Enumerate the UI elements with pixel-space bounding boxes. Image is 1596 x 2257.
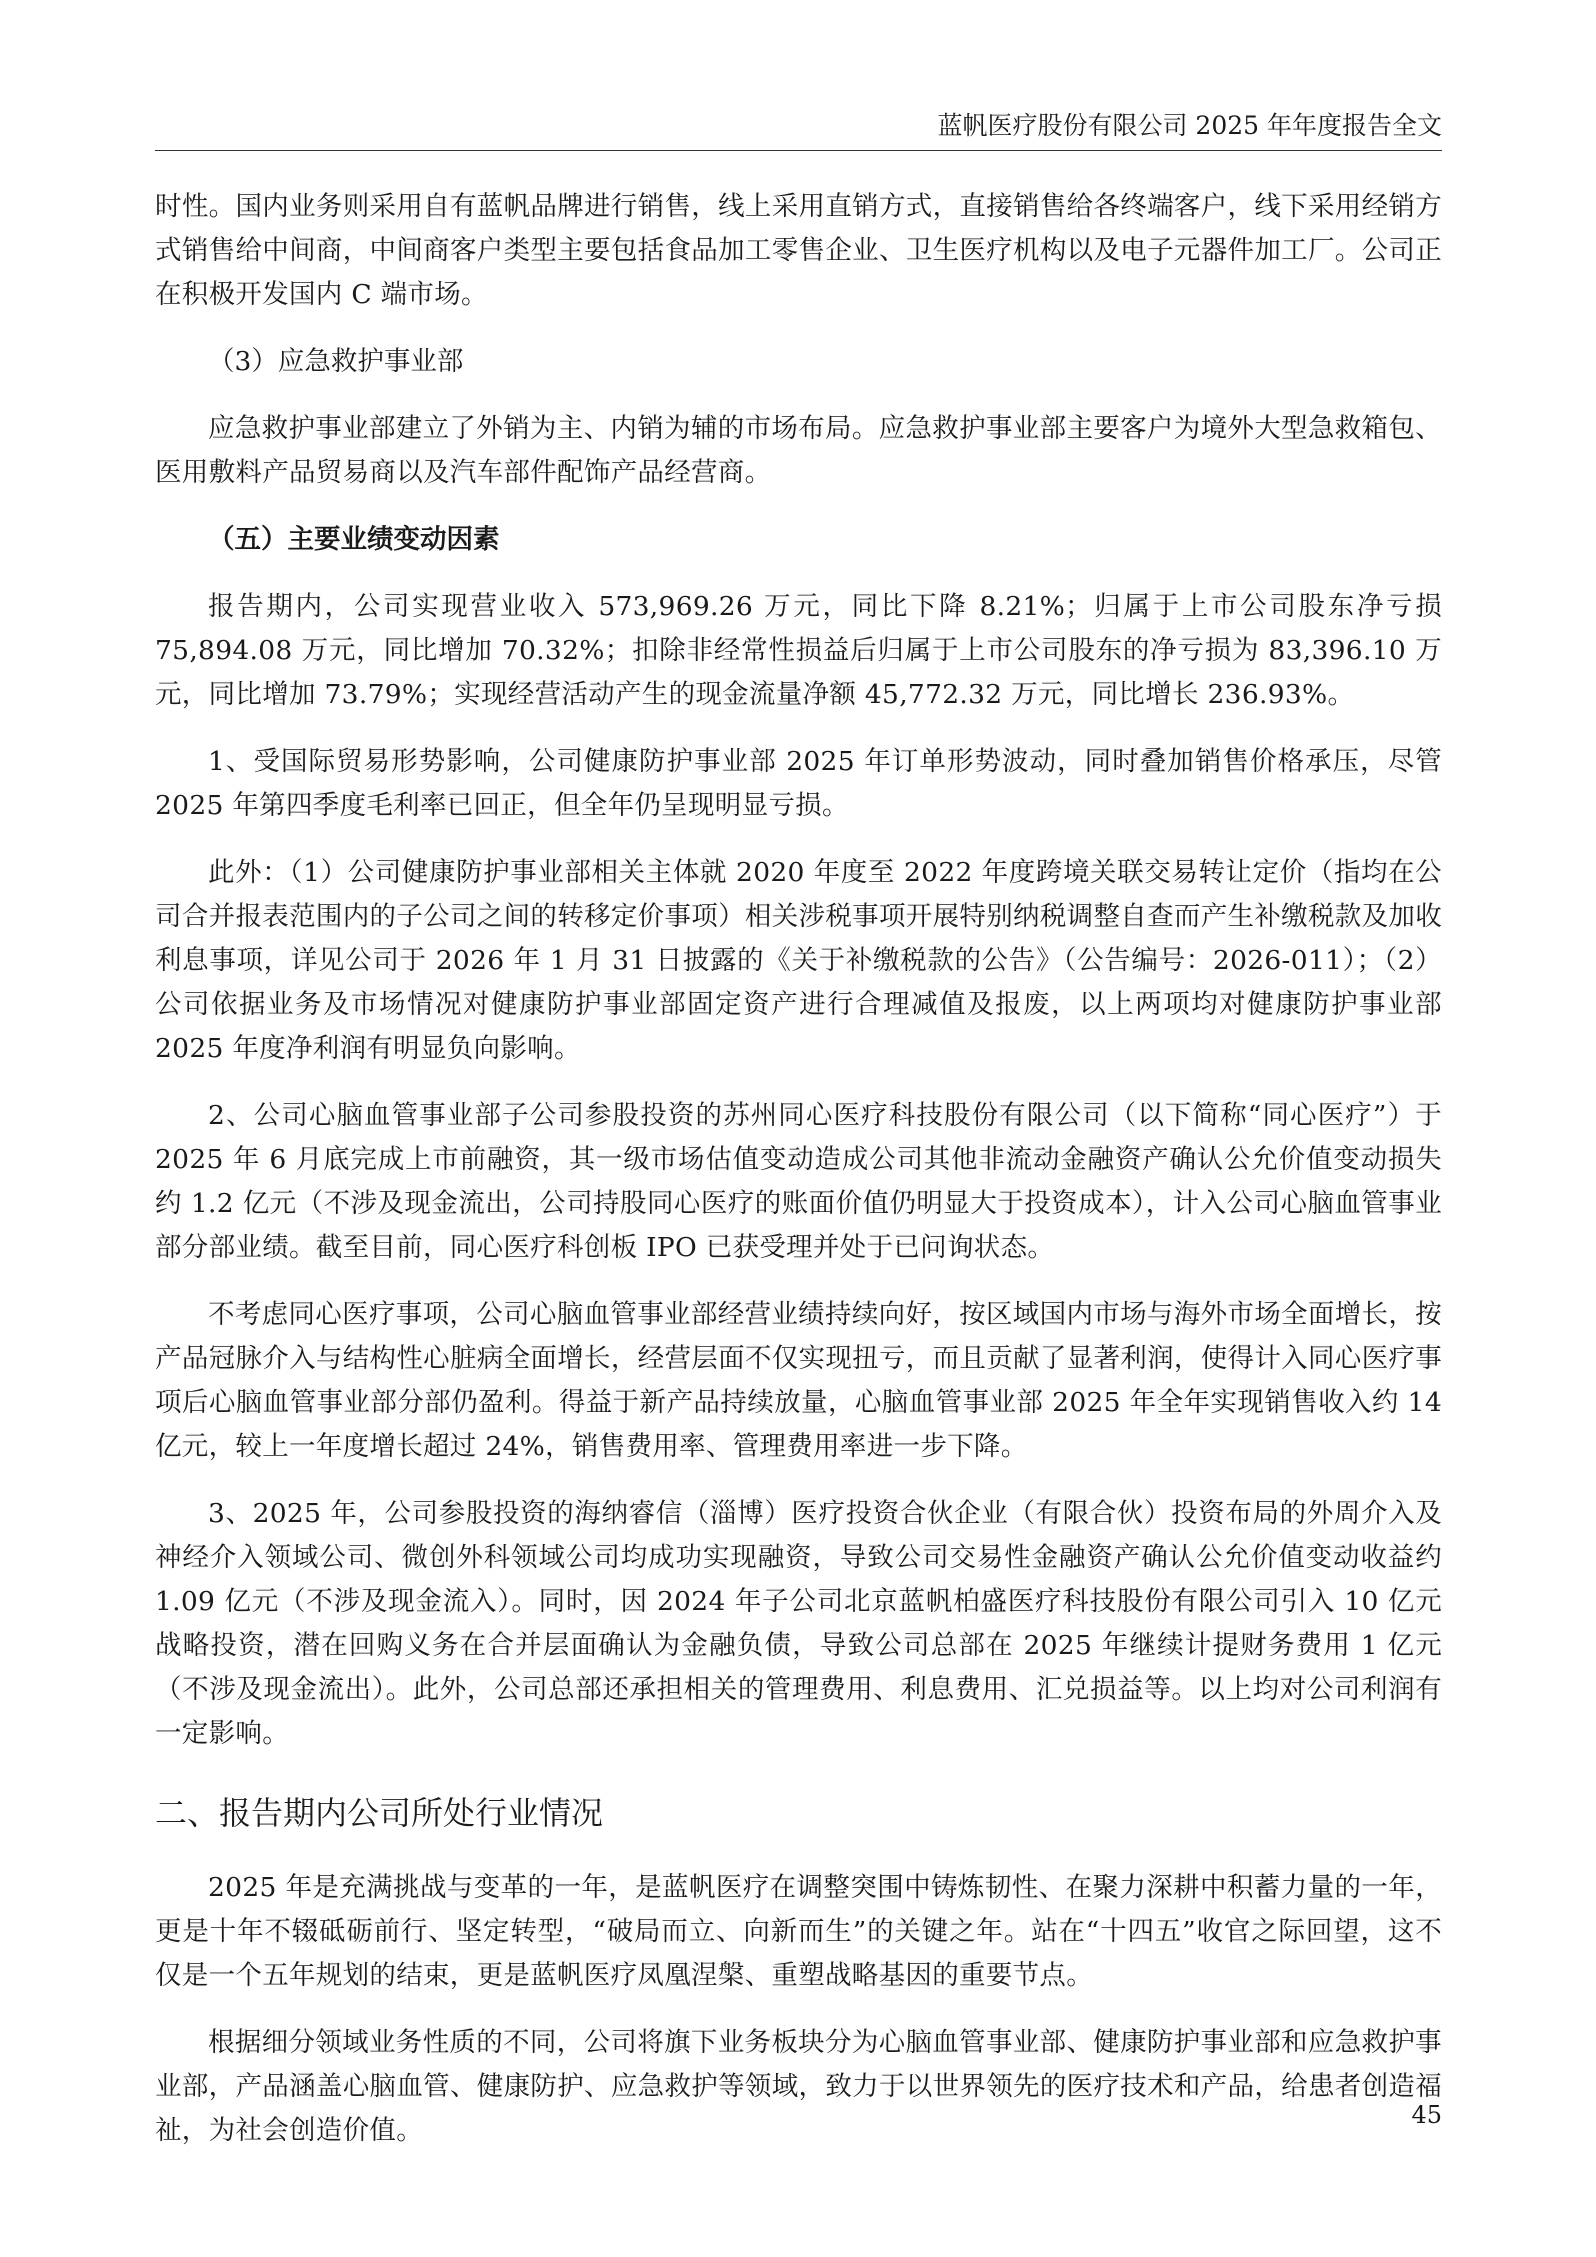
- subheading-performance-factors: （五）主要业绩变动因素: [208, 524, 500, 555]
- paragraph-financial-summary: 报告期内，公司实现营业收入 573,969.26 万元，同比下降 8.21%；归属于上市公司股东净亏损 75,894.08 万元，同比增加 70.32%；扣除非经常性损益后归属于上市公司股东的净亏损为 83,396.10 万元，同比增加 73.79%；实现经营活动产生的现金流量净额 45,772.32 万元，同比增长 236.93%。: [155, 591, 1442, 710]
- subheading-emergency-rescue: （3）应急救护事业部: [208, 346, 464, 377]
- paragraph-factor-1-additional: 此外：（1）公司健康防护事业部相关主体就 2020 年度至 2022 年度跨境关联交易转让定价（指均在公司合并报表范围内的子公司之间的转移定价事项）相关涉税事项开展特别纳税调整自查而产生补缴税款及加收利息事项，详见公司于 2026 年 1 月 31 日披露的《关于补缴税款的公告》（公告编号：2026-011）；（2）公司依据业务及市场情况对健康防护事业部固定资产进行合理减值及报废，以上两项均对健康防护事业部 2025 年度净利润有明显负向影响。: [155, 857, 1442, 1064]
- paragraph-factor-2: 2、公司心脑血管事业部子公司参股投资的苏州同心医疗科技股份有限公司（以下简称“同心医疗”）于 2025 年 6 月底完成上市前融资，其一级市场估值变动造成公司其他非流动金融资产确认公允价值变动损失约 1.2 亿元（不涉及现金流出，公司持股同心医疗的账面价值仍明显大于投资成本），计入公司心脑血管事业部分部业绩。截至目前，同心医疗科创板 IPO 已获受理并处于已问询状态。: [155, 1100, 1442, 1263]
- paragraph-emergency-rescue: 应急救护事业部建立了外销为主、内销为辅的市场布局。应急救护事业部主要客户为境外大型急救箱包、医用敷料产品贸易商以及汽车部件配饰产品经营商。: [155, 413, 1442, 488]
- paragraph-cardio-performance: 不考虑同心医疗事项，公司心脑血管事业部经营业绩持续向好，按区域国内市场与海外市场全面增长，按产品冠脉介入与结构性心脏病全面增长，经营层面不仅实现扭亏，而且贡献了显著利润，使得计入同心医疗事项后心脑血管事业部分部仍盈利。得益于新产品持续放量，心脑血管事业部 2025 年全年实现销售收入约 14 亿元，较上一年度增长超过 24%，销售费用率、管理费用率进一步下降。: [155, 1299, 1442, 1462]
- page-number: 45: [1411, 2101, 1442, 2129]
- section-heading-industry: 二、报告期内公司所处行业情况: [155, 1794, 604, 1832]
- paragraph-domestic-sales: 时性。国内业务则采用自有蓝帆品牌进行销售，线上采用直销方式，直接销售给各终端客户，线下采用经销方式销售给中间商，中间商客户类型主要包括食品加工零售企业、卫生医疗机构以及电子元器件加工厂。公司正在积极开发国内 C 端市场。: [155, 191, 1442, 310]
- paragraph-business-segments: 根据细分领域业务性质的不同，公司将旗下业务板块分为心脑血管事业部、健康防护事业部和应急救护事业部，产品涵盖心脑血管、健康防护、应急救护等领域，致力于以世界领先的医疗技术和产品，给患者创造福祉，为社会创造价值。: [155, 2027, 1442, 2146]
- header-divider: [155, 150, 1442, 151]
- paragraph-factor-1: 1、受国际贸易形势影响，公司健康防护事业部 2025 年订单形势波动，同时叠加销售价格承压，尽管 2025 年第四季度毛利率已回正，但全年仍呈现明显亏损。: [155, 746, 1442, 821]
- document-body: [155, 185, 1442, 2176]
- paragraph-factor-3: 3、2025 年，公司参股投资的海纳睿信（淄博）医疗投资合伙企业（有限合伙）投资布局的外周介入及神经介入领域公司、微创外科领域公司均成功实现融资，导致公司交易性金融资产确认公允价值变动收益约 1.09 亿元（不涉及现金流入）。同时，因 2024 年子公司北京蓝帆柏盛医疗科技股份有限公司引入 10 亿元战略投资，潜在回购义务在合并层面确认为金融负债，导致公司总部在 2025 年继续计提财务费用 1 亿元（不涉及现金流出）。此外，公司总部还承担相关的管理费用、利息费用、汇兑损益等。以上均对公司利润有一定影响。: [155, 1498, 1442, 1749]
- page-header-title: 蓝帆医疗股份有限公司 2025 年年度报告全文: [937, 111, 1442, 140]
- paragraph-industry-2025: 2025 年是充满挑战与变革的一年，是蓝帆医疗在调整突围中铸炼韧性、在聚力深耕中积蓄力量的一年，更是十年不辍砥砺前行、坚定转型，“破局而立、向新而生”的关键之年。站在“十四五”收官之际回望，这不仅是一个五年规划的结束，更是蓝帆医疗凤凰涅槃、重塑战略基因的重要节点。: [155, 1872, 1442, 1991]
